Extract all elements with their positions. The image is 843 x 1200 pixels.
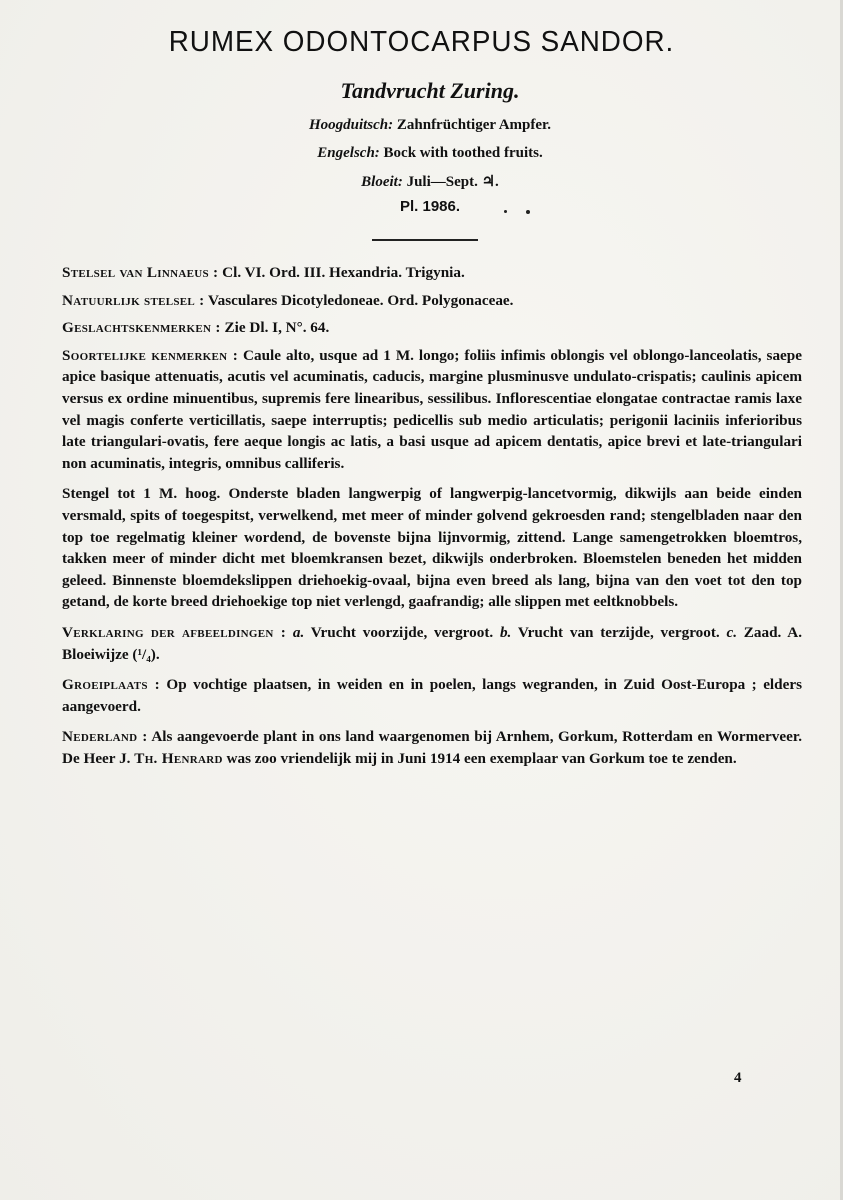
- figure-text: Vrucht van terzijde, vergroot.: [511, 623, 727, 641]
- page-number: 4: [734, 1070, 742, 1086]
- section-text: Op vochtige plaatsen, in weiden en in poelen, langs wegranden, in Zuid Oost-Europa ; elders aangevoerd.: [62, 676, 802, 715]
- section-text: Cl. VI. Ord. III. Hexandria. Trigynia.: [222, 264, 465, 281]
- synonym-label: Engelsch:: [317, 145, 380, 161]
- section-label: Groeiplaats :: [62, 676, 160, 694]
- section-text: Als aangevoerde plant in ons land waargenomen bij Arnhem, Gorkum, Rotterdam en Wormerveer. De Heer J.: [62, 728, 802, 767]
- section-label: Verklaring der afbeeldingen :: [62, 623, 287, 641]
- synonym-label: Bloeit:: [361, 174, 403, 190]
- section-genus-characters: [62, 317, 802, 339]
- section-text: Zie Dl. I, N°. 64.: [224, 319, 330, 337]
- subtitle: Tandvrucht Zuring.: [340, 78, 520, 103]
- synonym-english: [0, 145, 843, 162]
- section-habitat: [62, 674, 802, 717]
- section-label: Nederland :: [62, 728, 148, 746]
- synonym-value: Bock with toothed fruits.: [383, 145, 543, 161]
- person-name: Th. Henrard: [134, 749, 223, 767]
- figure-letter: b.: [499, 623, 512, 641]
- section-linnaeus: [62, 262, 802, 284]
- divider-rule: [372, 239, 478, 241]
- section-label: Natuurlijk stelsel :: [62, 291, 205, 309]
- section-text: was zoo vriendelijk mij in Juni 1914 een exemplaar van Gorkum toe te zenden.: [222, 749, 737, 767]
- synonym-value: Zahnfrüchtiger Ampfer.: [396, 117, 552, 133]
- figure-text: Zaad. A. Bloeiwijze (¹/₄).: [62, 623, 803, 663]
- section-species-characters: [62, 345, 802, 475]
- flowering-period: [0, 172, 843, 191]
- section-label: Geslachtskenmerken :: [62, 319, 221, 337]
- page-title: RUMEX ODONTOCARPUS SANDOR.: [168, 26, 675, 58]
- section-text: Stengel tot 1 M. hoog. Onderste bladen langwerpig of langwerpig-lancetvormig, dikwijls aan beide einden versmald, spits of toegespitst, verwelkend, met meer of minder golvend gekroesden rand; stengelbladen naar den top toe regelmatig kleiner wordend, de bovenste bijna lijnvormig, zittend. Lange samengetrokken bloemtros, takken meer of minder dicht met bloemkransen bezet, dikwijls onderbroken. Bloemstelen beneden het midden geleed. Binnenste bloemdekslippen driehoekig-ovaal, bijna even breed als lang, bijna van den voet tot den top getand, de korte breed driehoekige top niet verlengd, gaafrandig; alle slippen met eeltknobbels.: [62, 485, 802, 611]
- synonym-german: [0, 117, 843, 134]
- description-body: [62, 262, 802, 778]
- section-dutch-description: [62, 483, 802, 613]
- section-netherlands: [62, 726, 802, 769]
- section-text: Vasculares Dicotyledoneae. Ord. Polygonaceae.: [208, 291, 514, 309]
- print-speck: [526, 210, 530, 214]
- section-natural-system: [62, 290, 802, 312]
- section-label: Stelsel van Linnaeus :: [62, 264, 219, 281]
- figure-text: Vrucht voorzijde, vergroot.: [304, 623, 500, 641]
- synonym-label: Hoogduitsch:: [308, 117, 394, 133]
- print-speck: [504, 210, 507, 213]
- figure-letter: c.: [726, 623, 738, 641]
- plate-number: Pl. 1986.: [399, 198, 461, 215]
- synonym-value: Juli—Sept. ♃.: [406, 174, 499, 190]
- section-label: Soortelijke kenmerken :: [62, 346, 239, 364]
- section-text: Caule alto, usque ad 1 M. longo; foliis infimis oblongis vel oblongo-lanceolatis, saepe apice basique attenuatis, acutis vel acuminatis, caducis, margine plusminusve undulato-crispatis; caulinis apicem versus ex ordine minuentibus, supremis fere linearibus, sessilibus. Inflorescentiae elongatae contractae ramis laxe vel magis conferte verticillatis, saepe interruptis; pedicellis sub medio articulatis; perigonii laciniis inferioribus late triangulari-ovatis, fere aeque longis ac latis, a basi usque ad apicem dentatis, apice brevi et late-triangulari non acuminatis, integris, omnibus calliferis.: [62, 346, 802, 472]
- section-figure-explanation: [62, 622, 802, 665]
- figure-letter: a.: [292, 623, 305, 641]
